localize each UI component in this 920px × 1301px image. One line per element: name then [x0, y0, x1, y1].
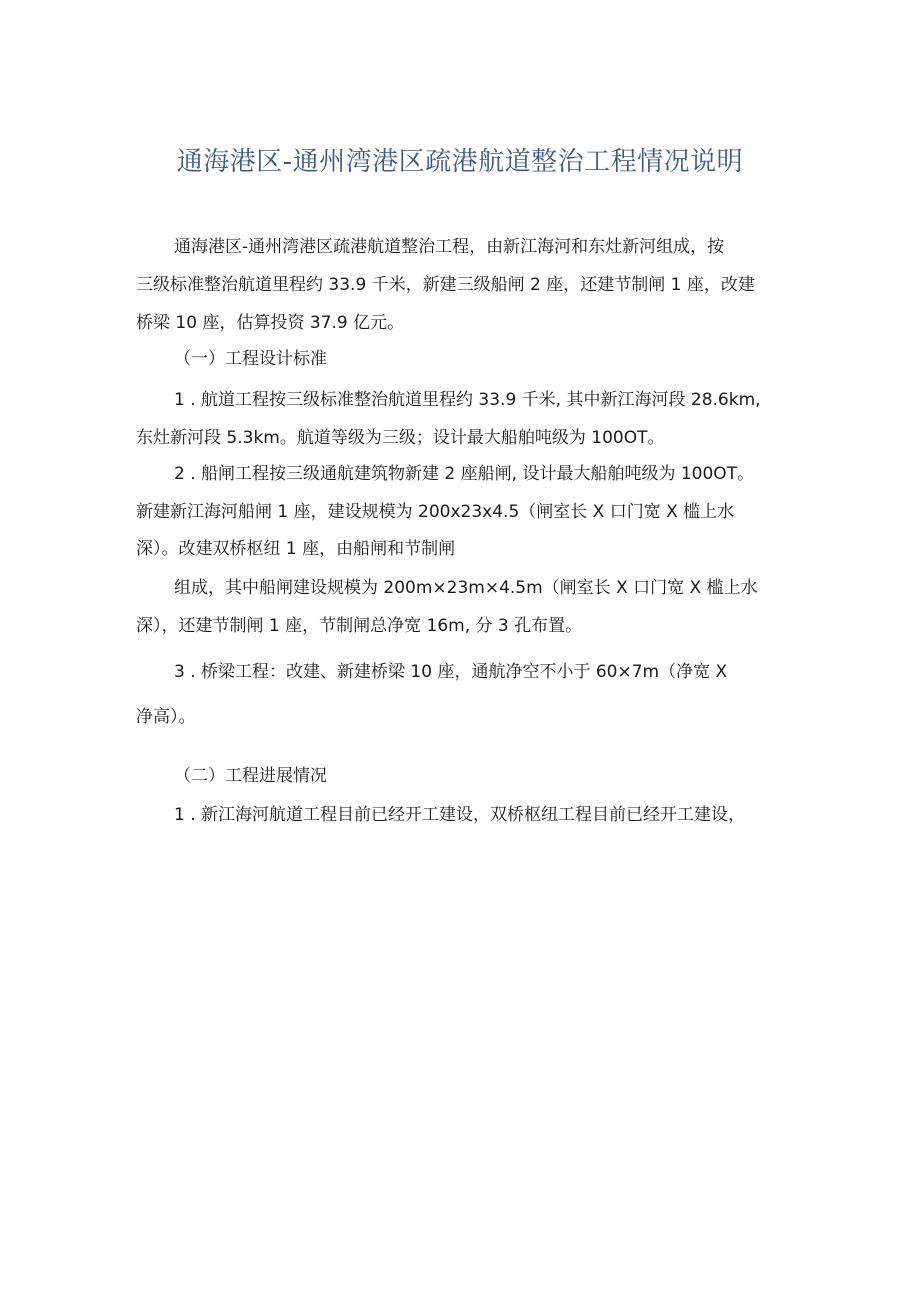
section-heading-design-standard: （一）工程设计标准 — [174, 349, 327, 369]
paragraph-line: 新建新江海河船闸 1 座，建设规模为 200x23x4.5（闸室长 X 口门宽 X 槛上水 — [136, 502, 735, 522]
paragraph-line: 三级标准整治航道里程约 33.9 千米，新建三级船闸 2 座，还建节制闸 1 座，改建 — [136, 275, 755, 295]
paragraph-line: 净高）。 — [136, 707, 196, 727]
paragraph-line: 深），还建节制闸 1 座，节制闸总净宽 16m, 分 3 孔布置。 — [136, 616, 583, 636]
paragraph-line: 通海港区-通州湾港区疏港航道整治工程，由新江海河和东灶新河组成，按 — [174, 237, 725, 257]
paragraph-line: 1 . 航道工程按三级标准整治航道里程约 33.9 千米, 其中新江海河段 28.6km, — [174, 390, 761, 410]
paragraph-line: 深）。改建双桥枢纽 1 座，由船闸和节制闸 — [136, 539, 456, 559]
paragraph-line: 桥梁 10 座，估算投资 37.9 亿元。 — [136, 313, 405, 333]
paragraph-line: 东灶新河段 5.3km。航道等级为三级；设计最大船舶吨级为 100OT。 — [136, 428, 665, 448]
paragraph-line: 3 . 桥梁工程：改建、新建桥梁 10 座，通航净空不小于 60×7m（净宽 X — [174, 662, 728, 682]
paragraph-line: 1 . 新江海河航道工程目前已经开工建设，双桥枢纽工程目前已经开工建设， — [174, 805, 746, 825]
paragraph-line: 2 . 船闸工程按三级通航建筑物新建 2 座船闸, 设计最大船舶吨级为 100OT。 — [174, 464, 755, 484]
paragraph-line: 组成，其中船闸建设规模为 200m×23m×4.5m（闸室长 X 口门宽 X 槛上水 — [174, 578, 758, 598]
section-heading-progress: （二）工程进展情况 — [174, 766, 327, 786]
document-title: 通海港区-通州湾港区疏港航道整治工程情况说明 — [176, 147, 744, 177]
